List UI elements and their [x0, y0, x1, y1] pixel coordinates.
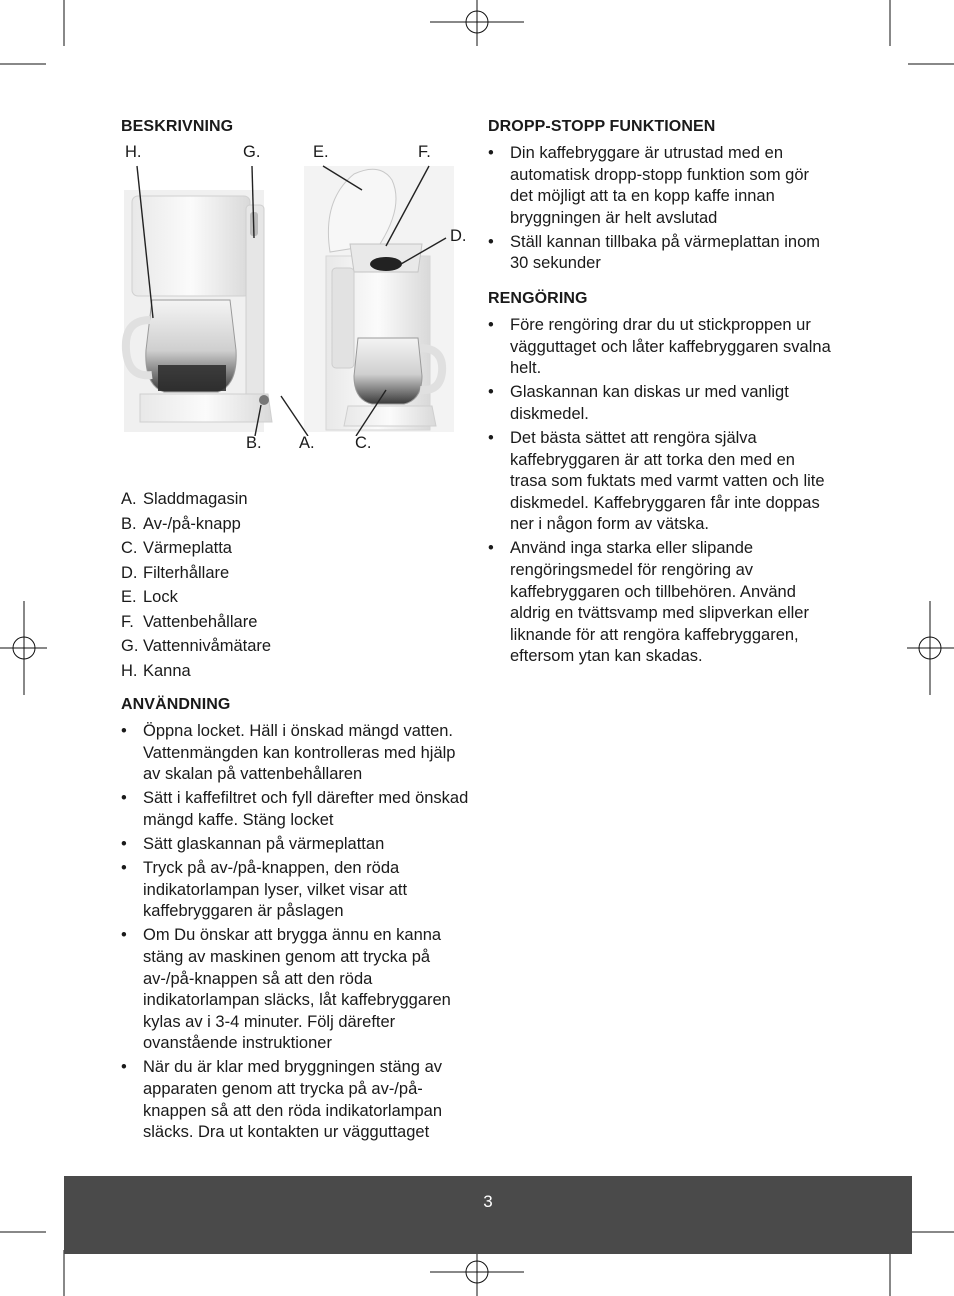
figure-label-b: B. — [246, 434, 262, 452]
figure-label-g: G. — [243, 143, 261, 161]
figure-label-h: H. — [125, 143, 142, 161]
coffee-maker-front-view — [124, 190, 272, 432]
legend-key: D. — [121, 563, 138, 582]
legend-name: Sladdmagasin — [143, 490, 248, 508]
legend-key: F. — [121, 612, 134, 631]
legend-name: Av-/på-knapp — [143, 514, 241, 533]
coffee-maker-open-view — [304, 166, 454, 432]
legend-key: A. — [121, 490, 137, 508]
list-item: • När du är klar med bryggningen stäng av apparaten genom att trycka på av-/på-knappen så att den röda indikatorlampan släcks. Dra ut kontakten ur vägguttaget — [121, 1057, 469, 1143]
heading-cleaning: RENGÖRING — [488, 290, 588, 307]
legend-key: C. — [121, 539, 138, 557]
legend-key: G. — [121, 637, 139, 655]
figure-label-c: C. — [355, 434, 372, 452]
legend-item — [121, 561, 271, 586]
legend-name: Värmeplatta — [143, 539, 232, 557]
figure-label-e: E. — [313, 143, 329, 161]
legend-name: Vattenbehållare — [143, 612, 258, 631]
page-footer — [64, 1176, 912, 1254]
legend-key: E. — [121, 588, 137, 606]
legend-key: B. — [121, 514, 137, 533]
list-item: • Öppna locket. Häll i önskad mängd vatten. Vattenmängden kan kontrolleras med hjälp av skalan på vattenbehållaren — [121, 721, 469, 786]
legend-item — [121, 536, 271, 561]
usage-list — [121, 721, 469, 1144]
cleaning-list — [488, 315, 836, 668]
heading-usage: ANVÄNDNING — [121, 696, 231, 713]
legend-item — [121, 487, 271, 512]
heading-dropstop: DROPP-STOPP FUNKTIONEN — [488, 118, 716, 135]
legend-item — [121, 634, 271, 659]
list-item: • Ställ kannan tillbaka på värmeplattan inom 30 sekunder — [488, 232, 836, 275]
usage-list-container — [121, 721, 469, 1146]
heading-description: BESKRIVNING — [121, 118, 234, 135]
legend-name: Vattennivåmätare — [143, 637, 272, 655]
figure-label-a: A. — [299, 434, 315, 452]
page-number: 3 — [483, 1192, 493, 1211]
parts-legend — [121, 487, 271, 683]
legend-name: Filterhållare — [143, 563, 230, 582]
list-item: • Sätt glaskannan på värmeplattan — [121, 834, 469, 856]
cleaning-list-container — [488, 315, 836, 671]
coffee-maker-illustration — [118, 160, 468, 436]
figure-label-d: D. — [450, 227, 467, 245]
legend-key: H. — [121, 661, 138, 680]
legend-item — [121, 585, 271, 610]
list-item: • Din kaffebryggare är utrustad med en automatisk dropp-stopp funktion som gör det möjligt att ta en kopp kaffe innan bryggningen är helt avslutad — [488, 143, 836, 229]
legend-item — [121, 610, 271, 635]
dropstop-list-container — [488, 143, 836, 278]
list-item: • Sätt i kaffefiltret och fyll därefter med önskad mängd kaffe. Stäng locket — [121, 788, 469, 831]
legend-name: Lock — [143, 588, 178, 606]
legend-item — [121, 512, 271, 537]
figure-label-f: F. — [418, 143, 431, 161]
list-item: • Använd inga starka eller slipande rengöringsmedel för rengöring av kaffebryggaren och tillbehören. Använd aldrig en tvättsvamp med slipverkan eller liknande för att rengöra kaffebryggaren, eftersom ytan kan skadas. — [488, 538, 836, 668]
dropstop-list — [488, 143, 836, 275]
list-item: • Före rengöring drar du ut stickproppen ur vägguttaget och låter kaffebryggaren svalna helt. — [488, 315, 836, 380]
list-item: • Glaskannan kan diskas ur med vanligt diskmedel. — [488, 382, 836, 425]
list-item: • Det bästa sättet att rengöra själva kaffebryggaren är att torka den med en trasa som fuktats med varmt vatten och lite diskmedel. Kaffebryggaren får inte doppas ner i någon form av vätska. — [488, 428, 836, 536]
list-item: • Om Du önskar att brygga ännu en kanna stäng av maskinen genom att trycka på av-/på-knappen så att den röda indikatorlampan släcks, låt kaffebryggaren kylas av i 3-4 minuter. Följ därefter ovanstående instruktioner — [121, 925, 469, 1055]
list-item: • Tryck på av-/på-knappen, den röda indikatorlampan lyser, vilket visar att kaffebryggaren är påslagen — [121, 858, 469, 923]
legend-item — [121, 659, 271, 684]
legend-name: Kanna — [143, 661, 191, 680]
